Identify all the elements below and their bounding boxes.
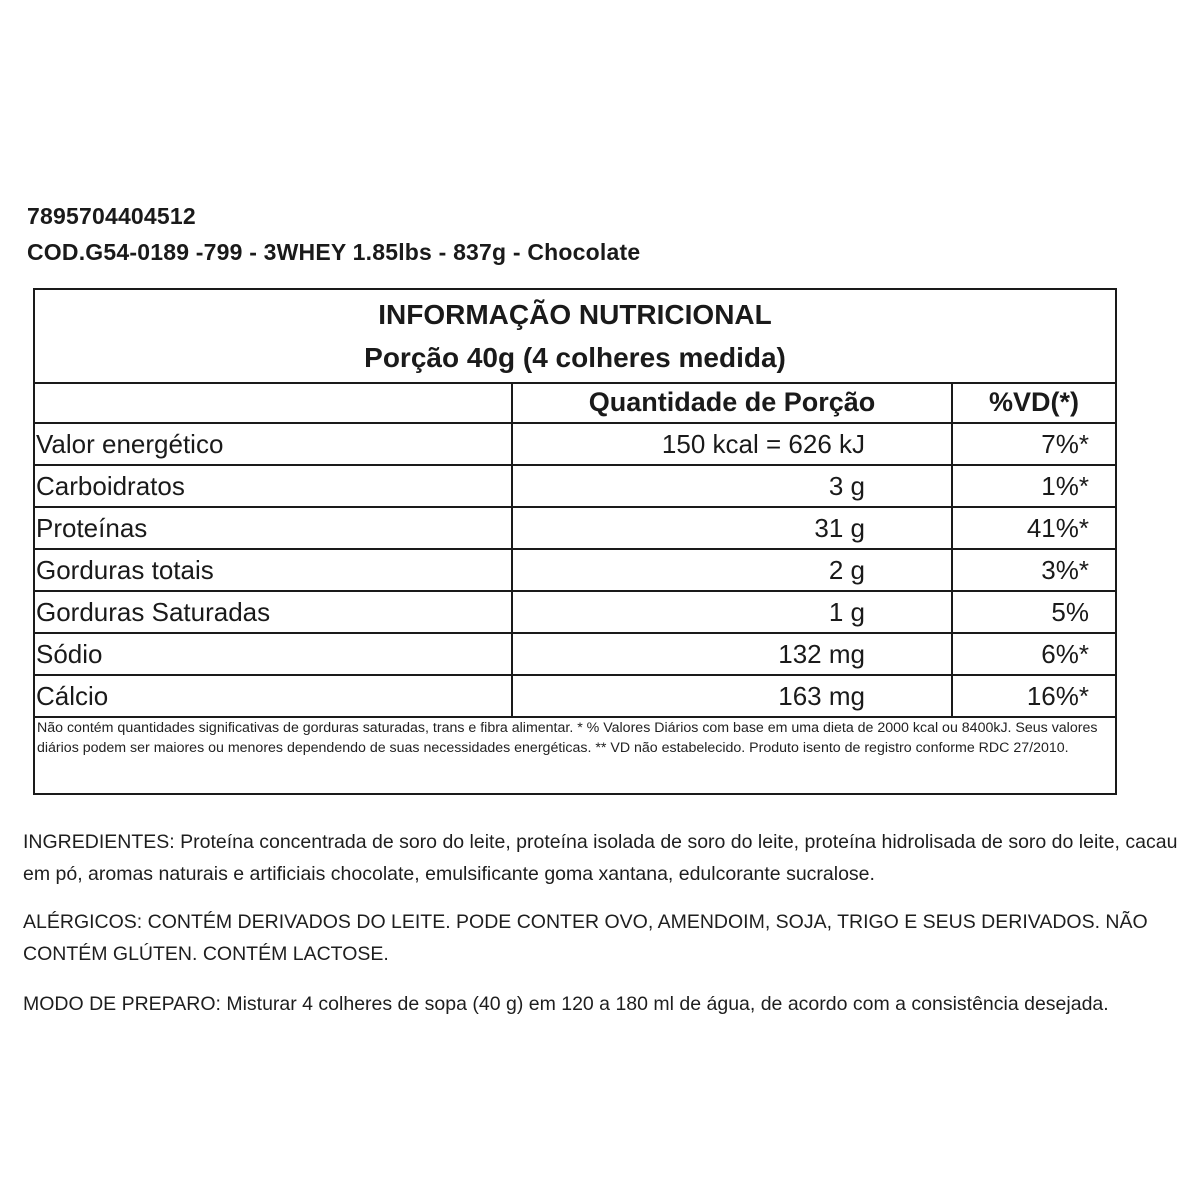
header-quantity-cell: Quantidade de Porção — [511, 382, 951, 422]
nutrition-grid — [35, 382, 1115, 718]
table-header-row — [35, 382, 1115, 424]
nutrient-vd: 5% — [951, 592, 1115, 632]
table-row — [35, 466, 1115, 508]
nutrient-quantity: 150 kcal = 626 kJ — [511, 424, 951, 464]
product-code: COD.G54-0189 -799 - 3WHEY 1.85lbs - 837g - Chocolate — [27, 239, 641, 265]
allergens-text: ALÉRGICOS: CONTÉM DERIVADOS DO LEITE. PODE CONTER OVO, AMENDOIM, SOJA, TRIGO E SEUS DERIVADOS. NÃO CONTÉM GLÚTEN. CONTÉM LACTOSE. — [23, 911, 1148, 965]
nutrient-vd: 16%* — [951, 676, 1115, 716]
table-row — [35, 676, 1115, 718]
nutrient-vd: 6%* — [951, 634, 1115, 674]
nutrient-name: Cálcio — [36, 681, 109, 711]
nutrient-name: Gorduras totais — [36, 555, 214, 585]
nutrient-name: Proteínas — [36, 513, 148, 543]
nutrition-title: INFORMAÇÃO NUTRICIONAL — [378, 299, 772, 330]
nutrient-name: Gorduras Saturadas — [36, 597, 271, 627]
nutrient-name: Sódio — [36, 639, 103, 669]
table-row — [35, 550, 1115, 592]
nutrition-facts-table — [33, 288, 1117, 795]
nutrient-quantity: 31 g — [511, 508, 951, 548]
table-row — [35, 508, 1115, 550]
nutrient-quantity: 1 g — [511, 592, 951, 632]
nutrient-quantity: 2 g — [511, 550, 951, 590]
nutrient-quantity: 3 g — [511, 466, 951, 506]
nutrient-name: Valor energético — [36, 429, 224, 459]
nutrition-footnote: Não contém quantidades significativas de gorduras saturadas, trans e fibra alimentar. * % Valores Diários com base em uma dieta de 2000 kcal ou 8400kJ. Seus valores diários podem ser maiores ou menores dependendo de suas necessidades energéticas. ** VD não estabelecido. Produto isento de registro conforme RDC 27/2010. — [37, 720, 1098, 756]
nutrient-vd: 1%* — [951, 466, 1115, 506]
nutrient-quantity: 163 mg — [511, 676, 951, 716]
serving-size: Porção 40g (4 colheres medida) — [364, 342, 786, 373]
header-name-cell — [35, 382, 511, 422]
nutrient-vd: 3%* — [951, 550, 1115, 590]
nutrient-name: Carboidratos — [36, 471, 185, 501]
table-row — [35, 634, 1115, 676]
table-row — [35, 424, 1115, 466]
nutrition-title-block — [35, 290, 1115, 384]
table-row — [35, 592, 1115, 634]
nutrient-vd: 7%* — [951, 424, 1115, 464]
nutrient-quantity: 132 mg — [511, 634, 951, 674]
header-vd-cell: %VD(*) — [951, 382, 1115, 422]
preparation-text: MODO DE PREPARO: Misturar 4 colheres de sopa (40 g) em 120 a 180 ml de água, de acordo com a consistência desejada. — [23, 993, 1109, 1015]
ingredients-text: INGREDIENTES: Proteína concentrada de soro do leite, proteína isolada de soro do leite, proteína hidrolisada de soro do leite, cacau em pó, aromas naturais e artificiais chocolate, emulsificante goma xantana, edulcorante sucralose. — [23, 831, 1178, 885]
nutrient-vd: 41%* — [951, 508, 1115, 548]
barcode-number: 7895704404512 — [27, 203, 196, 229]
